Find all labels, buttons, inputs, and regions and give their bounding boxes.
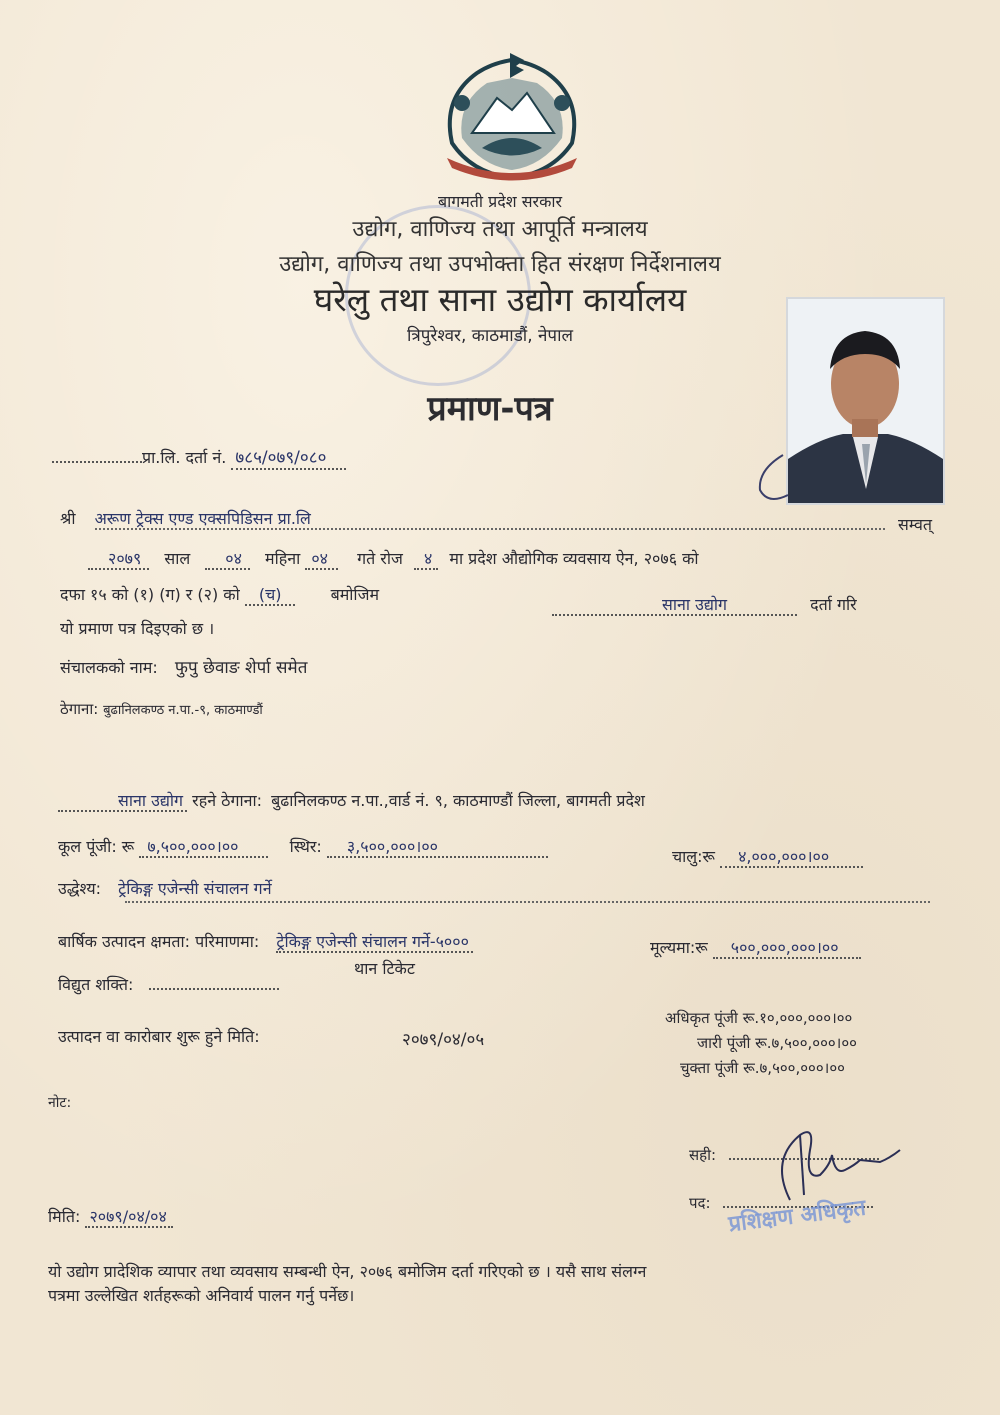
footer-line-1: यो उद्योग प्रादेशिक व्यापार तथा व्यवसाय सम्बन्धी ऐन, २०७६ बमोजिम दर्ता गरिएको छ । यसै साथ संलग्न: [48, 1262, 647, 1281]
location-industry: साना उद्योग: [58, 791, 187, 812]
sign-label: सही:: [689, 1146, 717, 1164]
month-value: ०४: [205, 549, 250, 570]
start-date-row: [58, 1025, 260, 1047]
objective-line: [125, 901, 930, 903]
capital-row: [58, 835, 548, 857]
weekday-value: ४: [414, 549, 438, 570]
capacity-row: [58, 930, 473, 952]
issue-date-row: [48, 1205, 173, 1227]
firm-name: अरूण ट्रेक्स एण्ड एक्सपिडिसन प्रा.लि: [94, 509, 311, 528]
capital-working-value: ४,०००,०००।००: [720, 847, 863, 868]
gate-label: गते रोज: [357, 549, 403, 568]
address-row: [60, 699, 263, 719]
director-row: [60, 655, 307, 678]
capital-working-row: [672, 845, 863, 867]
year-value: २०७९: [88, 549, 149, 570]
director-label: संचालकको नाम:: [60, 658, 158, 677]
industry-type-value: साना उद्योग: [552, 595, 797, 616]
firm-line: [95, 528, 885, 530]
header-directorate: उद्योग, वाणिज्य तथा उपभोक्ता हित संरक्षण निर्देशनालय: [279, 252, 721, 277]
location-row: [58, 789, 645, 811]
start-date-value: २०७९/०४/०५: [402, 1030, 485, 1050]
firm-row: [60, 507, 311, 529]
capacity-unit: थान टिकेट: [354, 959, 415, 978]
capital-fixed-label: स्थिर:: [289, 837, 322, 856]
header-ministry: उद्योग, वाणिज्य तथा आपूर्ति मन्त्रालय: [352, 217, 648, 242]
note-label: नोट:: [48, 1095, 72, 1111]
capital-fixed-value: ३,५००,०००।००: [327, 837, 548, 858]
capital-total-label: कूल पूंजी: रू: [58, 837, 135, 856]
saal-label: साल: [164, 549, 191, 568]
location-label: रहने ठेगाना:: [192, 791, 263, 810]
section-text: दफा १५ को (१) (ग) र (२) को: [60, 585, 240, 604]
capital-working-label: चालु:रू: [672, 847, 715, 866]
day-value: ०४: [305, 549, 338, 570]
photo-signature-mark: [748, 450, 808, 510]
clause-value: (च): [245, 585, 296, 606]
paid-capital: चुक्ता पूंजी रू.७,५००,०००।००: [680, 1059, 845, 1077]
shri-label: श्री: [60, 509, 76, 528]
address-value: बुढानिलकण्ठ न.पा.-९, काठमाण्डौं: [103, 703, 263, 718]
capacity-value-row: [650, 936, 861, 958]
section-row: [60, 583, 379, 605]
darta-label: दर्ता गरि: [810, 595, 857, 614]
capacity-value-amount: ५००,०००,०००।००: [713, 938, 861, 959]
address-label: ठेगाना:: [60, 700, 99, 718]
samvat-label: सम्वत्: [898, 515, 933, 534]
objective-row: [58, 877, 272, 899]
objective-value: ट्रेकिङ्ग एजेन्सी संचालन गर्ने: [118, 879, 272, 898]
electricity-label: विद्युत शक्ति:: [58, 975, 134, 994]
objective-label: उद्धेश्य:: [58, 879, 102, 898]
capacity-label: बार्षिक उत्पादन क्षमता: परिमाणमा:: [58, 932, 260, 951]
electricity-row: [58, 973, 279, 995]
header-address: त्रिपुरेश्वर, काठमाडौं, नेपाल: [406, 326, 574, 346]
mahina-label: महिना: [265, 549, 301, 568]
nepal-emblem-icon: [432, 48, 592, 188]
officer-stamp: प्रशिक्षण अधिकृत: [727, 1195, 868, 1238]
date-row: [88, 547, 699, 569]
capacity-quantity-value: ट्रेकिङ्ग एजेन्सी संचालन गर्ने-५०००: [276, 932, 473, 953]
act-text: मा प्रदेश औद्योगिक व्यवसाय ऐन, २०७६ को: [449, 549, 699, 568]
applicant-photo: [786, 297, 945, 505]
post-label: पद:: [689, 1194, 711, 1212]
header-province-govt: बागमती प्रदेश सरकार: [437, 192, 563, 211]
issued-capital: जारी पूंजी रू.७,५००,०००।००: [697, 1034, 857, 1052]
registration-label: प्रा.लि. दर्ता नं.: [142, 448, 227, 467]
registration-row: [52, 445, 346, 468]
location-value: बुढानिलकण्ठ न.पा.,वार्ड नं. ९, काठमाण्डौं जिल्ला, बागमती प्रदेश: [271, 791, 645, 810]
footer-line-2: पत्रमा उल्लेखित शर्तहरूको अनिवार्य पालन गर्नु पर्नेछ।: [48, 1286, 355, 1305]
issue-date-value: २०७९/०४/०४: [85, 1207, 172, 1228]
bamojim-label: बमोजिम: [330, 585, 380, 604]
registration-number: ७८५/०७९/०८०: [231, 448, 346, 470]
capital-total-value: ७,५००,०००।००: [139, 837, 268, 858]
authorized-capital: अधिकृत पूंजी रू.१०,०००,०००।००: [665, 1009, 853, 1027]
closing-line: यो प्रमाण पत्र दिइएको छ ।: [60, 619, 215, 638]
header-office-name: घरेलु तथा साना उद्योग कार्यालय: [313, 280, 687, 319]
director-name: फुपु छेवाङ शेर्पा समेत: [174, 658, 308, 678]
certificate-title: प्रमाण-पत्र: [427, 389, 553, 429]
industry-type-row: [552, 593, 857, 615]
start-date-label: उत्पादन वा कारोबार शुरू हुने मिति:: [58, 1027, 260, 1046]
issue-date-label: मिति:: [48, 1207, 81, 1226]
capacity-value-label: मूल्यमा:रू: [650, 938, 708, 957]
